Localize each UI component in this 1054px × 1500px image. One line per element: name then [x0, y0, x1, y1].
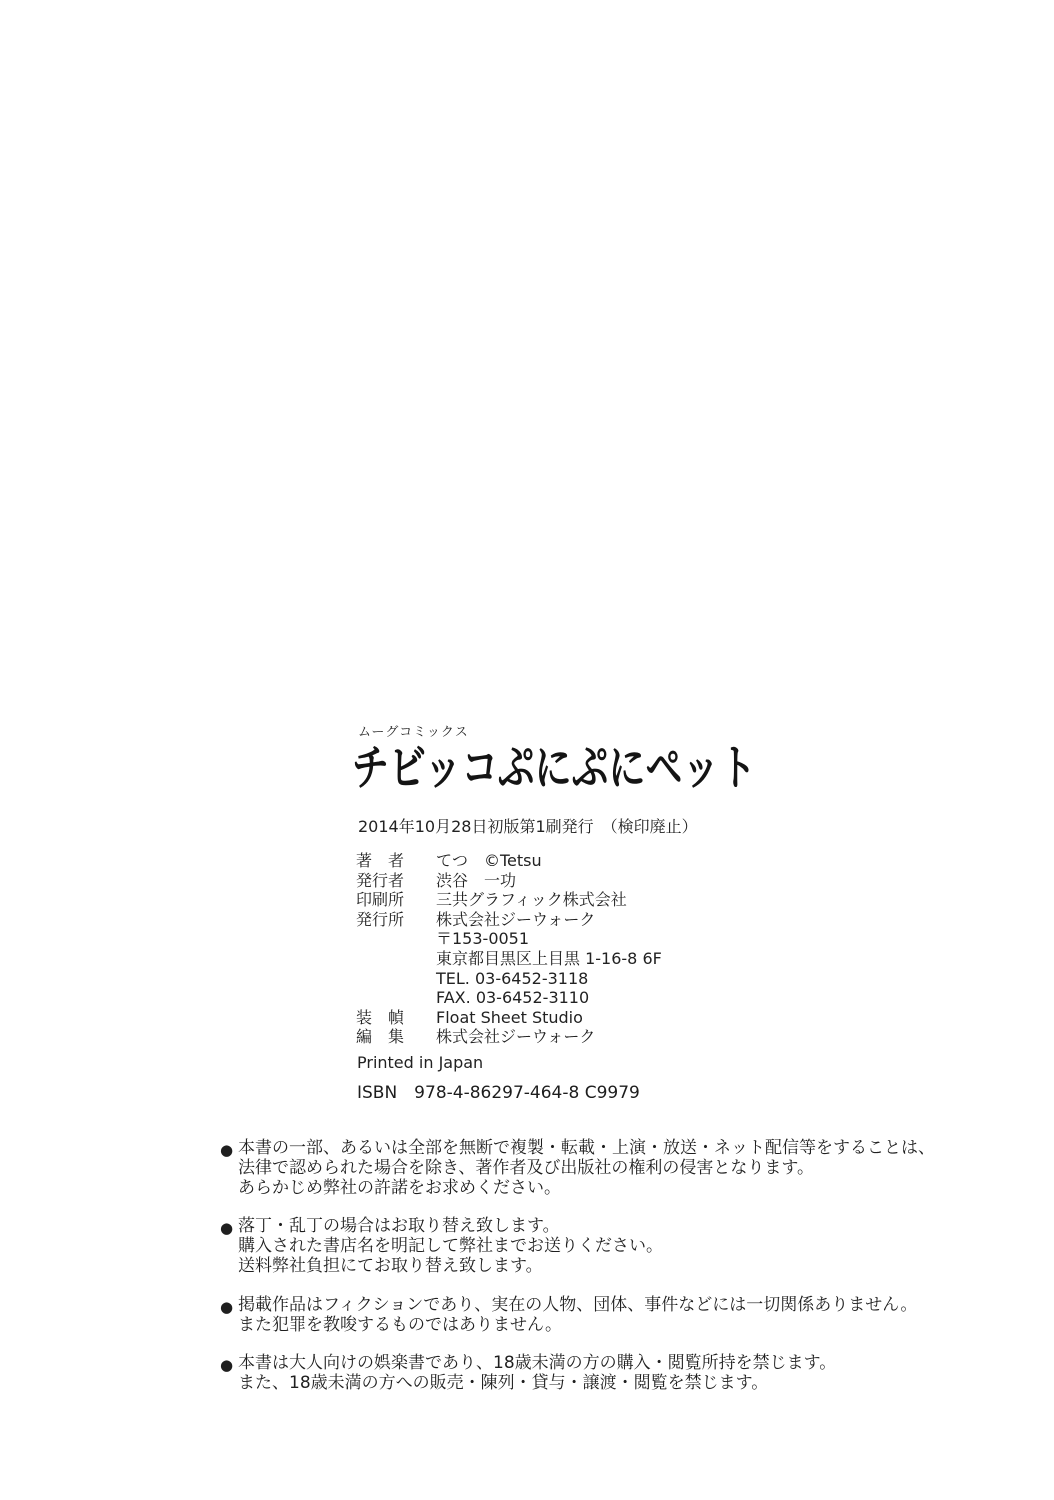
notice-line: 掲載作品はフィクションであり、実在の人物、団体、事件などには一切関係ありません。	[238, 1294, 918, 1315]
legal-notices	[222, 1139, 1002, 1413]
printed-in-japan: Printed in Japan	[357, 1053, 484, 1072]
credit-value: 株式会社ジーウォーク	[436, 909, 596, 929]
credit-row-fax	[356, 988, 662, 1008]
credit-value: TEL. 03-6452-3118	[436, 968, 589, 988]
notice-line: また、18歳未満の方への販売・陳列・貸与・譲渡・閲覧を禁じます。	[238, 1373, 769, 1394]
credit-value: てつ ©Tetsu	[436, 851, 542, 870]
credit-label	[356, 988, 436, 1008]
credit-value: 渋谷 一功	[436, 870, 517, 890]
notice-line: 本書は大人向けの娯楽書であり、18歳未満の方の購入・閲覧所持を禁じます。	[238, 1353, 837, 1374]
bullet-marker: ●	[220, 1219, 234, 1238]
notice-replacement	[222, 1217, 1002, 1276]
credits-table	[356, 851, 662, 1047]
bullet-marker: ●	[220, 1297, 234, 1316]
credit-value: 株式会社ジーウォーク	[436, 1027, 596, 1047]
credit-row-publisher-person	[356, 871, 662, 891]
notice-adult-only	[222, 1354, 1002, 1394]
credit-label: 発行者	[356, 870, 405, 890]
book-title: チビッコぷにぷにペット	[352, 740, 757, 796]
notice-line: 購入された書店名を明記して弊社までお送りください。	[238, 1236, 663, 1257]
credit-label: 編 集	[356, 1027, 405, 1047]
credit-label: 装 幀	[356, 1007, 405, 1027]
notice-fiction	[222, 1296, 1002, 1336]
credit-label: 印刷所	[356, 890, 405, 910]
credit-label	[356, 969, 436, 989]
credit-row-address	[356, 949, 662, 969]
credit-value: 東京都目黒区上目黒 1-16-8 6F	[436, 948, 662, 968]
bullet-marker: ●	[220, 1141, 234, 1159]
credit-value: 〒153-0051	[436, 929, 530, 949]
credit-row-printer	[356, 890, 662, 910]
credit-row-tel	[356, 969, 662, 989]
credit-row-postal-code	[356, 929, 662, 949]
notice-line: あらかじめ弊社の許諾をお求めください。	[238, 1177, 561, 1198]
credit-value: Float Sheet Studio	[436, 1007, 583, 1027]
notice-line: 法律で認められた場合を除き、著作者及び出版社の権利の侵害となります。	[238, 1157, 814, 1178]
notice-copyright	[222, 1139, 1002, 1198]
notice-line: 送料弊社負担にてお取り替え致します。	[238, 1255, 543, 1276]
bullet-marker: ●	[220, 1356, 234, 1375]
credit-value: 三共グラフィック株式会社	[436, 890, 627, 910]
credit-label: 発行所	[356, 909, 405, 929]
notice-line: また犯罪を教唆するものではありません。	[238, 1314, 563, 1335]
credit-row-editing	[356, 1027, 662, 1047]
credit-label	[356, 929, 436, 949]
series-label: ムーグコミックス	[358, 725, 469, 740]
edition-line: 2014年10月28日初版第1刷発行 （検印廃止）	[358, 817, 698, 836]
notice-line: 落丁・乱丁の場合はお取り替え致します。	[238, 1216, 560, 1237]
credit-row-publisher-company	[356, 910, 662, 930]
credit-label	[356, 949, 436, 969]
credit-label: 著 者	[356, 851, 405, 870]
credit-row-author	[356, 851, 662, 871]
credit-value: FAX. 03-6452-3110	[436, 988, 590, 1008]
isbn-line: ISBN 978-4-86297-464-8 C9979	[357, 1083, 640, 1103]
notice-line: 本書の一部、あるいは全部を無断で複製・転載・上演・放送・ネット配信等をすることは、	[238, 1138, 935, 1158]
credit-row-design	[356, 1008, 662, 1028]
